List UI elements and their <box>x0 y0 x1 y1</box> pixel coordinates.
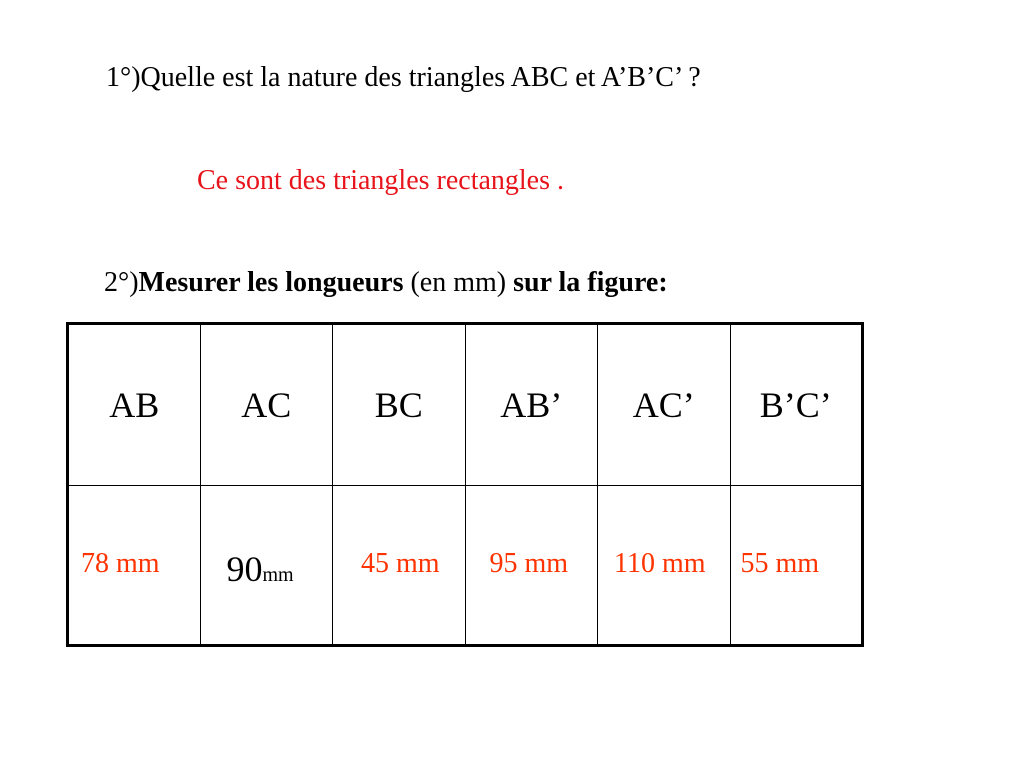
value-ac-unit: mm <box>262 564 294 586</box>
value-ac-prime: 110 mm <box>614 548 706 579</box>
value-bc-prime: 55 mm <box>740 548 820 579</box>
measurements-table <box>66 322 864 647</box>
question-2-bold-1: Mesurer les longueurs <box>138 267 404 298</box>
header-ab: AB <box>68 324 201 486</box>
cell-ab <box>68 486 201 646</box>
value-bc: 45 mm <box>361 548 440 579</box>
value-ac-number: 90 <box>226 549 263 589</box>
question-2-bold-2: sur la figure: <box>513 267 668 298</box>
header-ab-prime: AB’ <box>465 324 598 486</box>
answer-1: Ce sont des triangles rectangles . <box>197 165 565 196</box>
cell-ac <box>200 486 333 646</box>
cell-bc <box>333 486 466 646</box>
value-ab: 78 mm <box>81 548 160 579</box>
header-bc: BC <box>333 324 466 486</box>
question-2-prefix: 2°) <box>104 267 139 298</box>
cell-ab-prime <box>465 486 598 646</box>
value-ac <box>227 548 294 590</box>
question-1: 1°)Quelle est la nature des triangles ABC et A’B’C’ ? <box>106 62 701 93</box>
header-bc-prime: B’C’ <box>730 324 863 486</box>
header-ac-prime: AC’ <box>598 324 731 486</box>
question-2-normal: (en mm) <box>403 267 514 298</box>
header-ac: AC <box>200 324 333 486</box>
cell-ac-prime <box>598 486 731 646</box>
values-row <box>68 486 863 646</box>
value-ab-prime: 95 mm <box>489 548 569 579</box>
header-row <box>68 324 863 486</box>
question-2 <box>104 267 668 299</box>
cell-bc-prime <box>730 486 863 646</box>
